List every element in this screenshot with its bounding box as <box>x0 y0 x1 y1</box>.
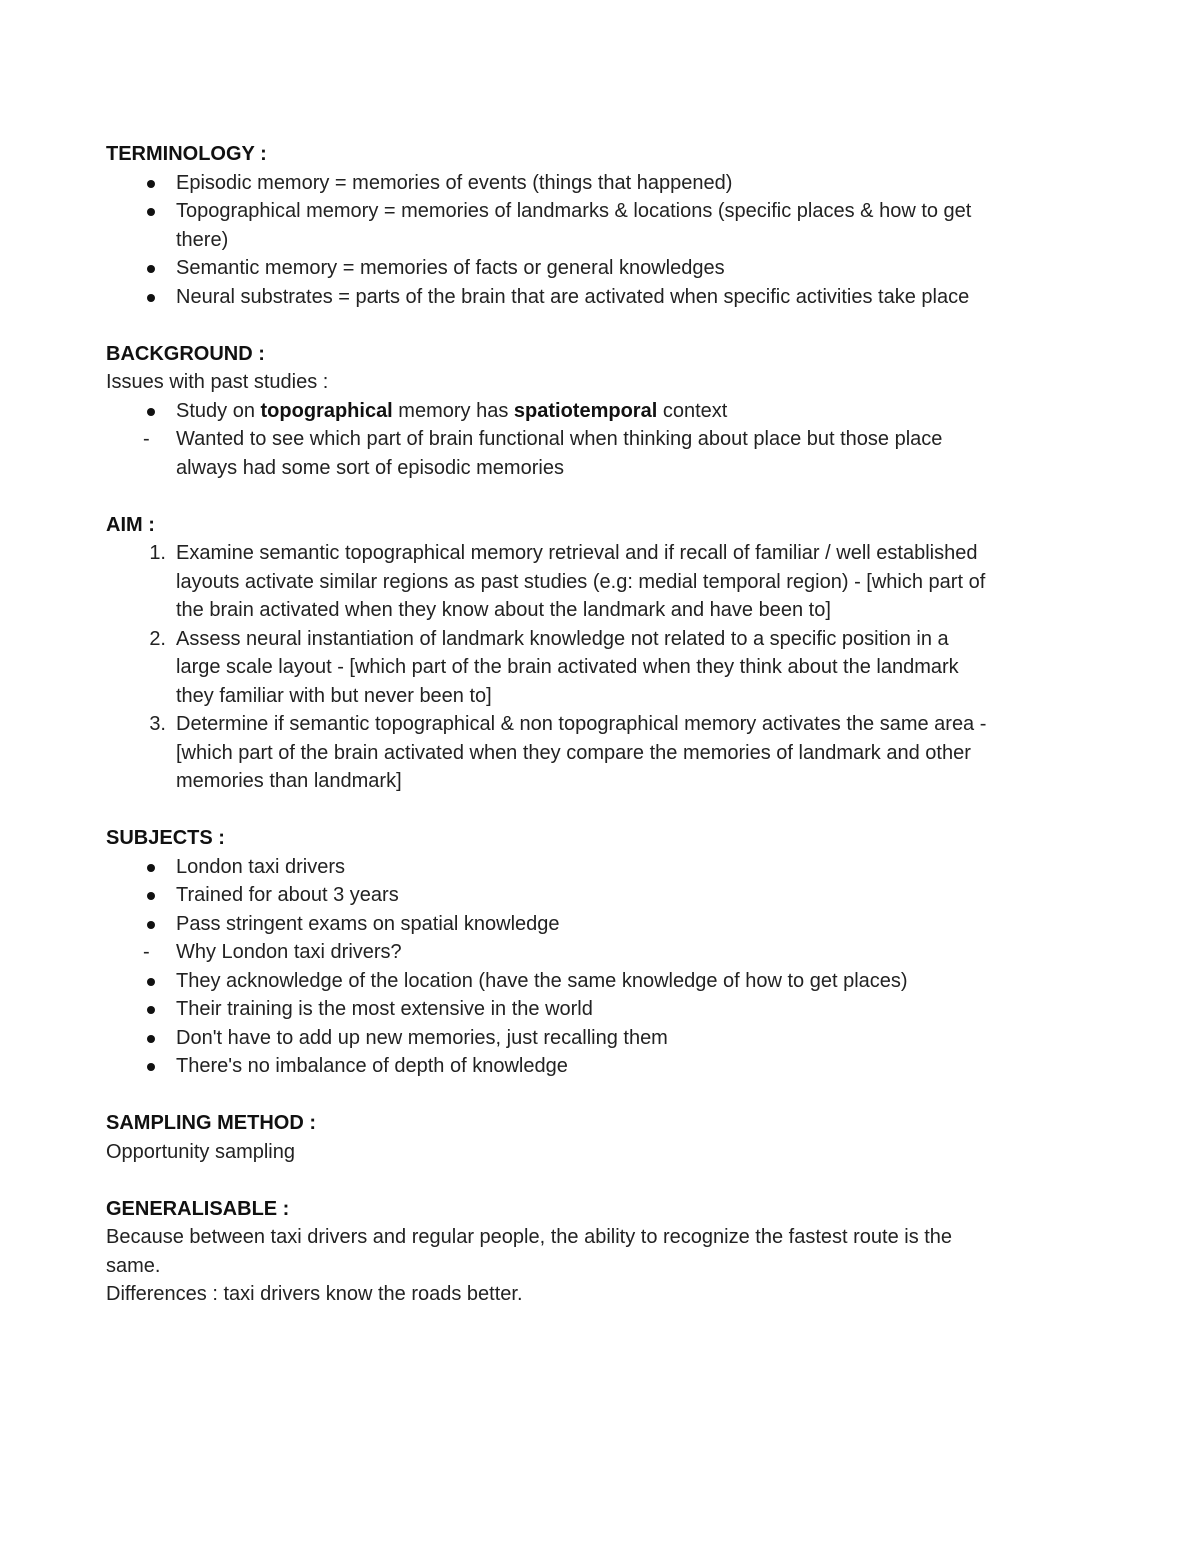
sampling-heading: SAMPLING METHOD : <box>106 1112 316 1134</box>
generalisable-text: Because between taxi drivers and regular people, the ability to recognize the fastest route is the same. <box>106 1226 953 1277</box>
generalisable-heading: GENERALISABLE : <box>106 1197 290 1220</box>
spacer <box>106 796 996 825</box>
list-item <box>106 1024 996 1053</box>
list-item <box>106 254 996 283</box>
list-item <box>106 853 996 882</box>
spacer <box>106 1166 996 1195</box>
list-item-text-mid: memory has <box>392 399 514 422</box>
list-item-text-post: context <box>657 399 728 422</box>
list-item <box>106 283 996 312</box>
list-item-text: Why London taxi drivers? <box>176 941 402 963</box>
list-item <box>106 910 996 939</box>
list-item-text: Neural substrates = parts of the brain that are activated when specific activities take place <box>176 285 970 308</box>
aim-list <box>106 539 996 796</box>
list-item-text: Their training is the most extensive in the world <box>176 998 593 1020</box>
list-item-text: Topographical memory = memories of landmarks & locations (specific places & how to get there) <box>176 200 972 251</box>
list-item-text-pre: Study on <box>176 399 261 422</box>
list-item-text: There's no imbalance of depth of knowledge <box>176 1055 568 1077</box>
list-item-text: Wanted to see which part of brain functional when thinking about place but those place always had some sort of episodic memories <box>176 428 943 479</box>
sampling-text: Opportunity sampling <box>106 1140 295 1163</box>
list-item-text: They acknowledge of the location (have the same knowledge of how to get places) <box>176 969 908 992</box>
list-item-text: Don't have to add up new memories, just recalling them <box>176 1026 668 1049</box>
bold-term-spatiotemporal: spatiotemporal <box>513 399 658 422</box>
list-item-text: London taxi drivers <box>176 855 345 878</box>
background-heading: BACKGROUND : <box>106 342 265 365</box>
list-item <box>106 425 996 482</box>
list-number: 1. <box>149 542 166 564</box>
list-item-text: Pass stringent exams on spatial knowledge <box>176 912 560 935</box>
spacer <box>106 1081 996 1110</box>
document-page <box>106 140 996 1309</box>
list-number: 2. <box>149 627 166 650</box>
generalisable-differences: Differences : taxi drivers know the roads better. <box>106 1283 523 1305</box>
list-item <box>106 197 996 254</box>
subjects-heading: SUBJECTS : <box>106 827 225 849</box>
list-item <box>106 539 996 625</box>
list-number: 3. <box>149 713 166 735</box>
list-item <box>106 938 996 967</box>
list-item <box>106 967 996 996</box>
list-item <box>106 1052 996 1081</box>
list-item <box>106 710 996 796</box>
terminology-list <box>106 169 996 312</box>
terminology-heading: TERMINOLOGY : <box>106 143 267 165</box>
background-list <box>106 397 996 483</box>
list-item-text: Determine if semantic topographical & non topographical memory activates the same area - [which part of the brain activated when they compare the memories of landmark and other memories than landmark] <box>176 713 987 792</box>
aim-heading: AIM : <box>106 513 155 536</box>
spacer <box>106 311 996 340</box>
bold-term-topographical: topographical <box>260 399 393 422</box>
list-item-text: Semantic memory = memories of facts or general knowledges <box>176 257 725 279</box>
list-item <box>106 625 996 711</box>
spacer <box>106 482 996 511</box>
list-item-text: Trained for about 3 years <box>176 884 399 906</box>
list-item <box>106 169 996 198</box>
list-item-text: Episodic memory = memories of events (things that happened) <box>176 171 733 194</box>
list-item <box>106 995 996 1024</box>
list-item <box>106 881 996 910</box>
list-item <box>106 397 996 426</box>
list-item-text: Assess neural instantiation of landmark knowledge not related to a specific position in a large scale layout - [which part of the brain activated when they think about the landmark they familiar with but never been to] <box>176 627 959 707</box>
list-item-text: Examine semantic topographical memory retrieval and if recall of familiar / well established layouts activate similar regions as past studies (e.g: medial temporal region) - [which part of the brain activated when they know about the landmark and have been to] <box>176 542 986 621</box>
subjects-list <box>106 853 996 1081</box>
background-intro: Issues with past studies : <box>106 371 329 393</box>
